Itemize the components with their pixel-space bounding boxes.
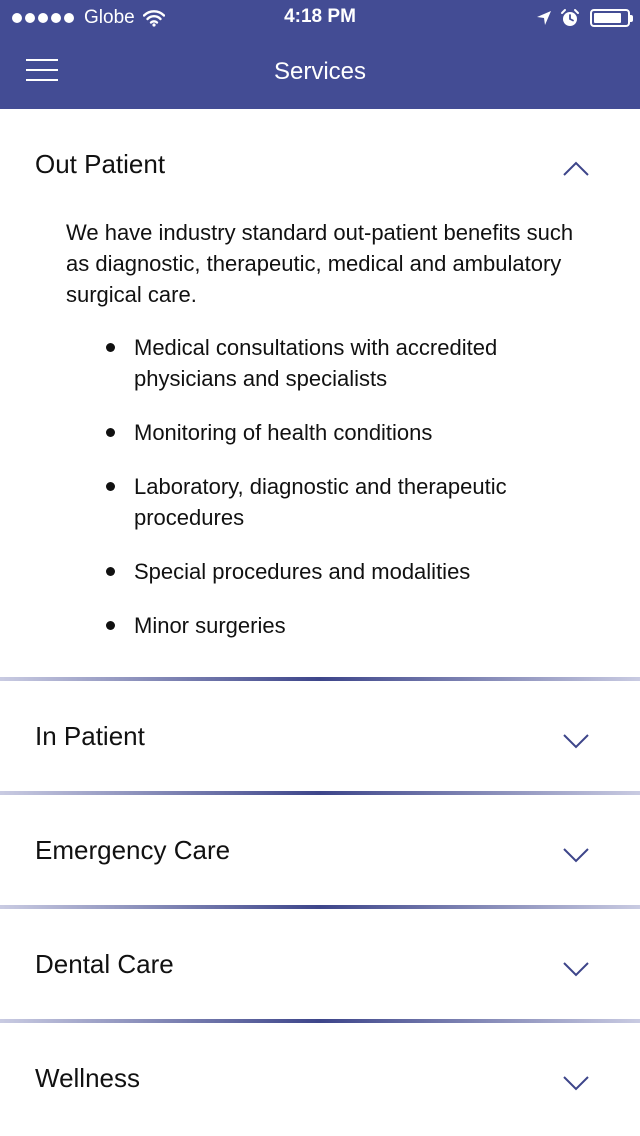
section-in-patient bbox=[0, 681, 640, 795]
battery-level bbox=[594, 13, 621, 23]
chevron-down-icon bbox=[562, 961, 590, 977]
list-item-text: Medical consultations with accredited physicians and specialists bbox=[134, 335, 498, 391]
list-item bbox=[0, 471, 640, 533]
page-title: Services bbox=[273, 58, 367, 85]
status-right bbox=[528, 6, 630, 30]
section-intro: We have industry standard out-patient benefits such as diagnostic, therapeutic, medical and ambulatory surgical care. bbox=[66, 220, 574, 307]
status-time: 4:18 PM bbox=[284, 6, 356, 27]
section-title: Out Patient bbox=[35, 149, 166, 179]
alarm-clock-icon bbox=[560, 8, 580, 28]
carrier-name: Globe bbox=[84, 7, 135, 28]
navigation-bar bbox=[0, 38, 640, 108]
section-title: Wellness bbox=[35, 1063, 141, 1093]
battery-icon bbox=[590, 9, 630, 27]
list-item bbox=[0, 332, 640, 394]
list-item bbox=[0, 417, 640, 448]
section-body-out-patient bbox=[0, 217, 640, 677]
section-header-emergency-care[interactable] bbox=[0, 795, 640, 905]
section-header-wellness[interactable] bbox=[0, 1023, 640, 1133]
top-bar bbox=[0, 0, 640, 109]
section-header-out-patient[interactable] bbox=[0, 109, 640, 217]
chevron-down-icon bbox=[562, 847, 590, 863]
bullet-icon bbox=[106, 428, 115, 437]
status-bar bbox=[0, 0, 640, 36]
benefit-list bbox=[0, 332, 640, 641]
section-header-in-patient[interactable] bbox=[0, 681, 640, 791]
section-header-dental-care[interactable] bbox=[0, 909, 640, 1019]
section-wellness bbox=[0, 1023, 640, 1133]
chevron-down-icon bbox=[562, 733, 590, 749]
bullet-icon bbox=[106, 482, 115, 491]
list-item bbox=[0, 556, 640, 587]
chevron-up-icon bbox=[562, 161, 590, 177]
list-item-text: Monitoring of health conditions bbox=[134, 420, 433, 445]
bullet-icon bbox=[106, 343, 115, 352]
list-item-text: Special procedures and modalities bbox=[134, 559, 471, 584]
list-item-text: Minor surgeries bbox=[134, 613, 286, 638]
list-item-text: Laboratory, diagnostic and therapeutic procedures bbox=[134, 474, 507, 530]
bullet-icon bbox=[106, 567, 115, 576]
section-dental-care bbox=[0, 909, 640, 1023]
chevron-down-icon bbox=[562, 1075, 590, 1091]
section-title: Emergency Care bbox=[35, 835, 231, 865]
location-arrow-icon bbox=[536, 10, 552, 26]
services-accordion bbox=[0, 109, 640, 1133]
bullet-icon bbox=[106, 621, 115, 630]
section-out-patient bbox=[0, 109, 640, 681]
section-title: In Patient bbox=[35, 721, 145, 751]
section-emergency-care bbox=[0, 795, 640, 909]
section-title: Dental Care bbox=[35, 949, 174, 979]
list-item bbox=[0, 610, 640, 641]
